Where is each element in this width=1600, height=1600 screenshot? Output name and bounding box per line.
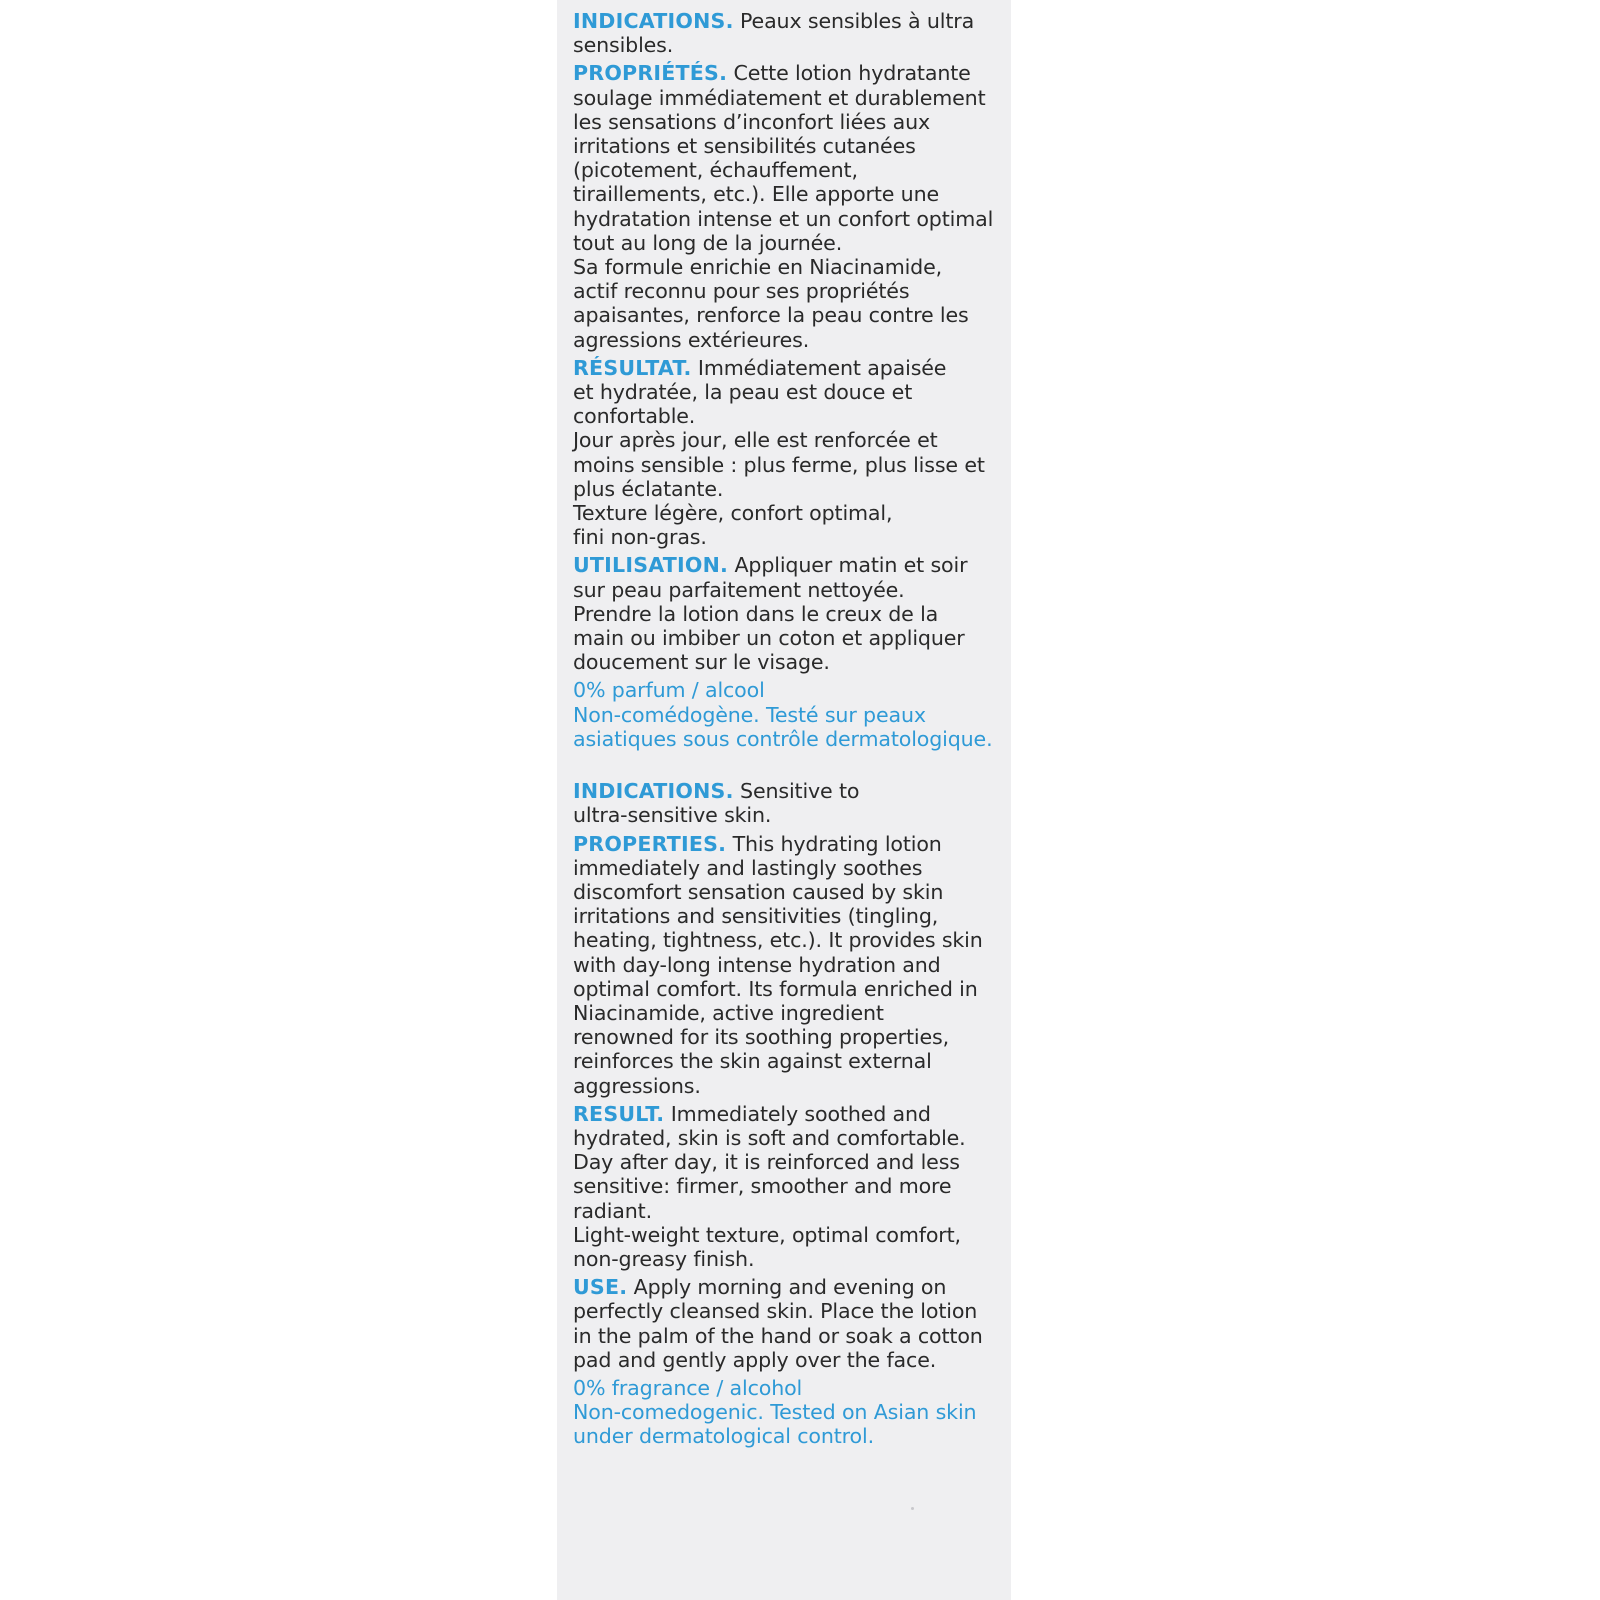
text-line: sur peau parfaitement nettoyée. <box>573 577 905 602</box>
en-properties <box>573 832 1001 1098</box>
text-line: moins sensible : plus ferme, plus lisse et <box>573 452 985 477</box>
text-line: et hydratée, la peau est douce et <box>573 380 913 405</box>
text-line: radiant. <box>573 1198 652 1223</box>
claim-line: under dermatological control. <box>573 1424 874 1449</box>
text-line: doucement sur le visage. <box>573 650 830 675</box>
en-properties-heading: PROPERTIES. <box>573 831 727 856</box>
en-use-heading: USE. <box>573 1275 628 1300</box>
text-line: aggressions. <box>573 1073 701 1098</box>
fr-resultat-heading: RÉSULTAT. <box>573 355 692 380</box>
text-line: sensitive: firmer, smoother and more <box>573 1174 952 1199</box>
text-line: Jour après jour, elle est renforcée et <box>573 428 938 453</box>
text-line: Light-weight texture, optimal comfort, <box>573 1222 961 1247</box>
fr-claims <box>573 678 1001 751</box>
fr-indications-heading: INDICATIONS. <box>573 9 734 33</box>
text-line: apaisantes, renforce la peau contre les <box>573 303 969 328</box>
text-line: confortable. <box>573 404 696 429</box>
text-line: Immediately soothed and <box>664 1101 931 1126</box>
text-line: (picotement, échauffement, <box>573 158 858 183</box>
text-line: irritations et sensibilités cutanées <box>573 134 916 159</box>
text-line: fini non-gras. <box>573 525 707 550</box>
text-line: tout au long de la journée. <box>573 230 843 255</box>
text-line: This hydrating lotion <box>726 831 942 856</box>
text-line: Sa formule enrichie en Niacinamide, <box>573 255 943 280</box>
en-indications-heading: INDICATIONS. <box>573 779 734 804</box>
en-use <box>573 1275 1001 1372</box>
en-claims <box>573 1376 1001 1449</box>
fr-proprietes <box>573 61 1001 351</box>
fr-resultat <box>573 356 1001 550</box>
text-line: Immédiatement apaisée <box>691 355 947 380</box>
text-line: ultra-sensitive skin. <box>573 803 772 828</box>
print-speck <box>911 1507 914 1510</box>
fr-utilisation-heading: UTILISATION. <box>573 553 729 578</box>
claim-line: asiatiques sous contrôle dermatologique. <box>573 726 993 751</box>
fr-proprietes-heading: PROPRIÉTÉS. <box>573 61 728 86</box>
text-line: discomfort sensation caused by skin <box>573 879 944 904</box>
text-line: Peaux sensibles à ultra <box>733 9 975 33</box>
text-line: main ou imbiber un coton et appliquer <box>573 626 965 651</box>
fr-indications <box>573 9 1001 57</box>
claim-line: 0% parfum / alcool <box>573 678 765 703</box>
text-line: renowned for its soothing properties, <box>573 1025 949 1050</box>
text-line: perfectly cleansed skin. Place the lotion <box>573 1299 978 1324</box>
text-line: Texture légère, confort optimal, <box>573 501 893 526</box>
text-line: optimal comfort. Its formula enriched in <box>573 976 978 1001</box>
text-line: Cette lotion hydratante <box>727 61 971 86</box>
text-line: Day after day, it is reinforced and less <box>573 1150 960 1175</box>
text-line: reinforces the skin against external <box>573 1049 932 1074</box>
claim-line: Non-comedogenic. Tested on Asian skin <box>573 1400 977 1425</box>
text-line: tiraillements, etc.). Elle apporte une <box>573 182 940 207</box>
text-line: Niacinamide, active ingredient <box>573 1000 884 1025</box>
text-line: sensibles. <box>573 33 674 58</box>
en-indications <box>573 779 1001 827</box>
text-line: Prendre la lotion dans le creux de la <box>573 601 939 626</box>
text-line: heating, tightness, etc.). It provides skin <box>573 928 983 953</box>
text-line: Appliquer matin et soir <box>728 553 968 578</box>
fr-utilisation <box>573 553 1001 674</box>
text-line: hydrated, skin is soft and comfortable. <box>573 1125 966 1150</box>
text-line: soulage immédiatement et durablement <box>573 85 986 110</box>
text-line: irritations and sensitivities (tingling, <box>573 904 939 929</box>
product-label-panel <box>557 0 1011 1600</box>
text-line: in the palm of the hand or soak a cotton <box>573 1323 983 1348</box>
text-line: non-greasy finish. <box>573 1246 755 1271</box>
text-line: les sensations d’inconfort liées aux <box>573 109 931 134</box>
text-line: actif reconnu pour ses propriétés <box>573 279 910 304</box>
text-line: pad and gently apply over the face. <box>573 1347 937 1372</box>
text-line: with day-long intense hydration and <box>573 952 941 977</box>
text-line: Sensitive to <box>733 779 860 804</box>
text-line: hydratation intense et un confort optimal <box>573 206 994 231</box>
section-spacer <box>573 755 1001 779</box>
claim-line: 0% fragrance / alcohol <box>573 1375 803 1400</box>
en-result-heading: RESULT. <box>573 1101 665 1126</box>
text-line: agressions extérieures. <box>573 327 810 352</box>
text-line: Apply morning and evening on <box>627 1275 947 1300</box>
claim-line: Non-comédogène. Testé sur peaux <box>573 702 926 727</box>
text-line: immediately and lastingly soothes <box>573 855 923 880</box>
text-line: plus éclatante. <box>573 476 724 501</box>
en-result <box>573 1102 1001 1271</box>
